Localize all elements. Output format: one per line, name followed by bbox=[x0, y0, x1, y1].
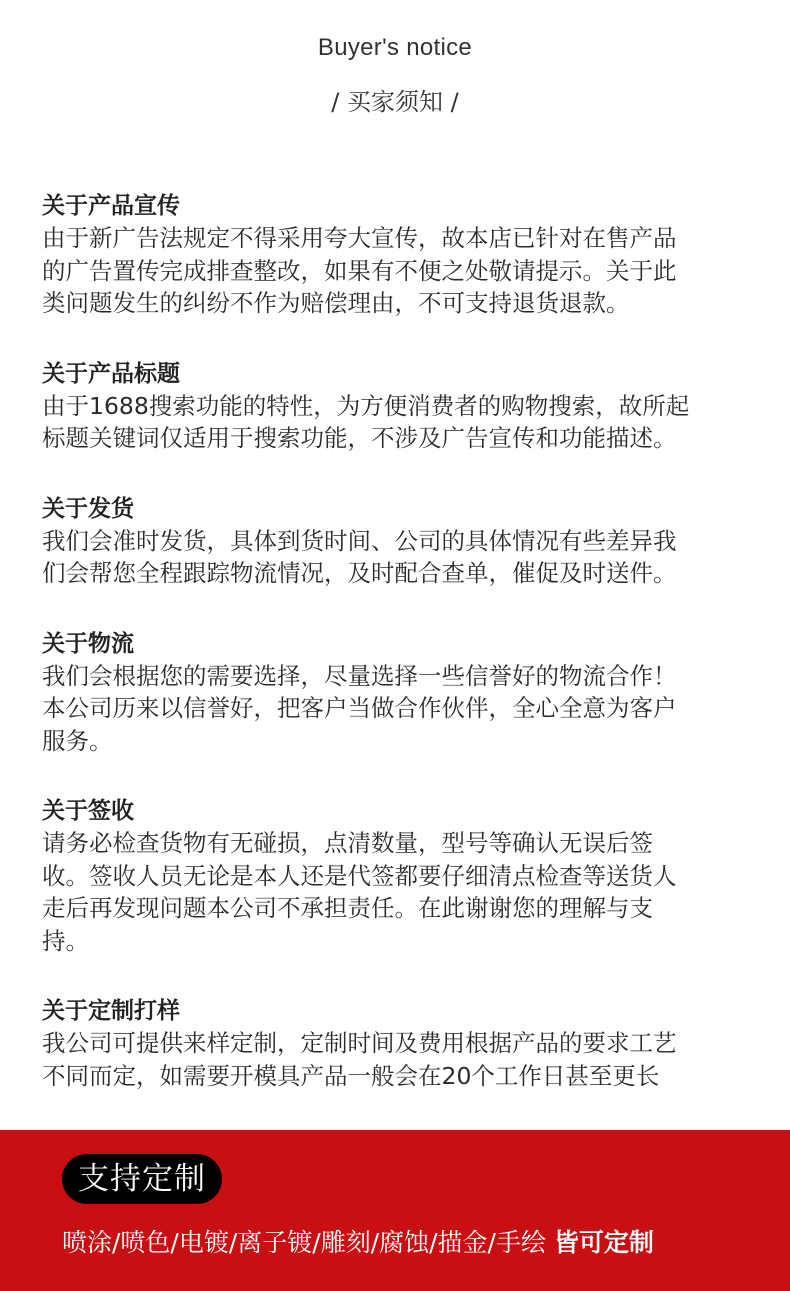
section-title: 关于产品宣传 bbox=[42, 193, 180, 219]
section-title: 关于定制打样 bbox=[42, 998, 180, 1024]
section-custom-sampling bbox=[42, 995, 754, 1092]
section-body: 由于1688搜索功能的特性，为方便消费者的购物搜索，故所起 标题关键词仅适用于搜索功能，不涉及广告宣传和功能描述。 bbox=[42, 391, 690, 452]
custom-service-banner bbox=[0, 1130, 790, 1291]
section-body: 我们会根据您的需要选择，尽量选择一些信誉好的物流合作！ 本公司历来以信誉好，把客户当做合作伙伴，全心全意为客户 服务。 bbox=[42, 661, 677, 755]
notice-sections bbox=[42, 190, 754, 1130]
section-shipping bbox=[42, 493, 754, 590]
section-receipt bbox=[42, 795, 754, 957]
custom-services-list bbox=[62, 1225, 654, 1261]
services-text: 喷涂/喷色/电镀/离子镀/雕刻/腐蚀/描金/手绘 bbox=[62, 1228, 546, 1257]
section-title: 关于发货 bbox=[42, 495, 134, 522]
section-title: 关于物流 bbox=[42, 630, 134, 657]
section-product-promotion bbox=[42, 190, 754, 320]
custom-support-badge: 支持定制 bbox=[62, 1154, 222, 1204]
section-body: 我们会准时发货，具体到货时间、公司的具体情况有些差异我 们会帮您全程跟踪物流情况，及时配合查单，催促及时送件。 bbox=[42, 526, 677, 587]
page-title-english: Buyer's notice bbox=[317, 34, 473, 61]
section-body: 我公司可提供来样定制，定制时间及费用根据产品的要求工艺 不同而定，如需要开模具产品一般会在20个工作日甚至更长 bbox=[42, 1029, 677, 1090]
section-title: 关于签收 bbox=[42, 798, 134, 824]
section-body: 请务必检查货物有无碰损，点清数量，型号等确认无误后签 收。签收人员无论是本人还是代签都要仔细清点检查等送货人 走后再发现问题本公司不承担责任。在此谢谢您的理解与支 持。 bbox=[42, 829, 677, 955]
section-title: 关于产品标题 bbox=[42, 360, 180, 387]
page-title-chinese: / 买家须知 / bbox=[331, 88, 459, 116]
section-logistics bbox=[42, 628, 754, 758]
section-product-title bbox=[42, 358, 754, 455]
section-body: 由于新广告法规定不得采用夸大宣传，故本店已针对在售产品 的广告置传完成排查整改，如果有不便之处敬请提示。关于此 类问题发生的纠纷不作为赔偿理由，不可支持退货退款。 bbox=[42, 224, 677, 317]
services-emphasis: 皆可定制 bbox=[553, 1228, 654, 1257]
